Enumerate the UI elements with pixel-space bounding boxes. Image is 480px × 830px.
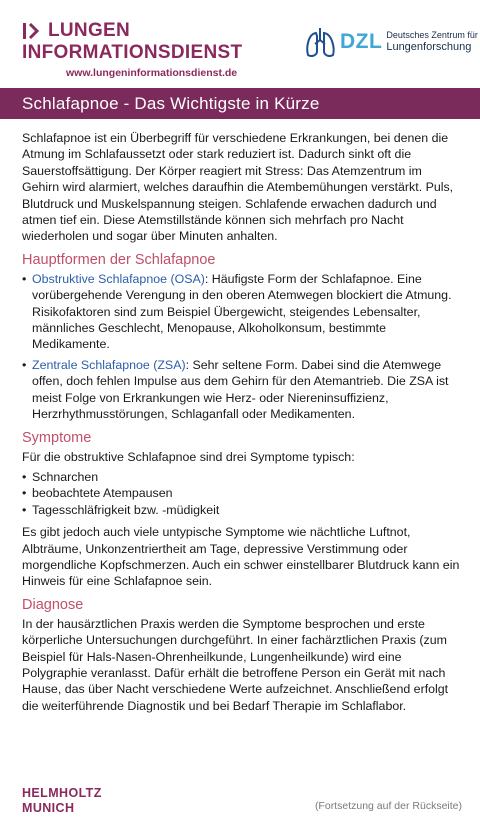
section-heading-symptome: Symptome	[22, 429, 92, 446]
page-title: Schlafapnoe - Das Wichtigste in Kürze	[22, 93, 320, 113]
hauptformen-list	[22, 271, 462, 423]
symptome-outro: Es gibt jedoch auch viele untypische Symptome wie nächtliche Luftnot, Albträume, Unkonzentriertheit am Tage, depressive Verstimmung oder morgendliche Kopfschmerzen. Auch ein schwer einstellbarer Blutdruck kann ein Hinweis für eine Schlafapnoe sein.	[22, 525, 460, 589]
term-zsa: Zentrale Schlafapnoe (ZSA)	[32, 357, 186, 372]
section-heading-diagnose: Diagnose	[22, 596, 84, 613]
list-item: • Schnarchen	[22, 469, 462, 485]
symptome-intro: Für die obstruktive Schlafapnoe sind drei Symptome typisch:	[22, 449, 355, 464]
helmholtz-munich-logo[interactable]	[22, 786, 102, 816]
dzl-name-line2: Lungenforschung	[386, 41, 472, 53]
definition-zsa: : Sehr seltene Form. Dabei sind die Atemwege offen, doch fehlen Impulse aus dem Gehirn für den Atemantrieb. Die ZSA ist meist Folge von Erkrankungen wie Herz- oder Niereninsuffizienz, Herzrhythmusstörungen, Schlaganfall oder Medikamenten.	[32, 357, 449, 422]
main-content	[22, 130, 462, 714]
diagnose-paragraph: In der hausärztlichen Praxis werden die Symptome besprochen und erste körperliche Untersuchungen durchgeführt. In einer fachärztlichen Praxis (zum Beispiel für Hals-Nasen-Ohrenheilkunde, Lungenheilkunde) wird eine Polygraphie veranlasst. Dafür erhält die betroffene Person ein Gerät mit nach Hause, das über Nacht verschiedene Werte aufzeichnet. Anschließend erfolgt die weiterführende Diagnostik und bei Bedarf Therapie im Schlaflabor.	[22, 616, 449, 713]
lungeninformationsdienst-logo[interactable]	[22, 20, 242, 79]
helmholtz-logo-line1: HELMHOLTZ	[22, 786, 102, 800]
list-item: • beobachtete Atempausen	[22, 485, 462, 501]
helmholtz-logo-line2: MUNICH	[22, 801, 75, 815]
intro-paragraph: Schlafapnoe ist ein Überbegriff für verschiedene Erkrankungen, bei denen die Atmung im Schlafaussetzt oder stark reduziert ist. Dadurch sinkt oft die Sauerstoffsättigung. Der Körper reagiert mit Stress: Das Atemzentrum im Gehirn wird alarmiert, welches daraufhin die Atembemühungen verstärkt. Puls, Blutdruck und Muskelspannung steigen. Schlafende erwachen dadurch und atmen tief ein. Diese Atemstillstände können sich mehrfach pro Nacht wiederholen und sogar über Minuten anhalten.	[22, 131, 454, 244]
lid-logo-mark-icon	[22, 22, 42, 40]
continuation-note: (Fortsetzung auf der Rückseite)	[314, 800, 462, 812]
dzl-logo[interactable]	[304, 24, 478, 60]
lung-icon	[304, 24, 338, 60]
lid-logo-line2: INFORMATIONSDIENST	[22, 42, 243, 63]
definition-osa: : Häufigste Form der Schlafapnoe. Eine vorübergehende Verengung in den oberen Atemwegen blockiert die Atmung. Risikofaktoren sind zum Beispiel Übergewicht, steigendes Lebensalter, männliches Geschlecht, Menopause, Alkoholkonsum, bestimmte Medikamente.	[32, 271, 452, 352]
list-item	[22, 357, 462, 423]
header	[0, 0, 480, 86]
term-osa: Obstruktive Schlafapnoe (OSA)	[32, 271, 205, 286]
dzl-full-name	[386, 30, 478, 54]
dzl-abbreviation: DZL	[340, 30, 383, 53]
list-item: • Tagesschläfrigkeit bzw. -müdigkeit	[22, 502, 462, 518]
title-bar	[0, 88, 480, 119]
lid-url[interactable]: www.lungeninformationsdienst.de	[66, 67, 238, 79]
dzl-name-line1: Deutsches Zentrum für	[386, 30, 478, 40]
section-heading-hauptformen: Hauptformen der Schlafapnoe	[22, 251, 216, 268]
lid-logo-line1: LUNGEN	[48, 20, 131, 41]
symptome-list	[22, 469, 462, 518]
list-item	[22, 271, 462, 353]
